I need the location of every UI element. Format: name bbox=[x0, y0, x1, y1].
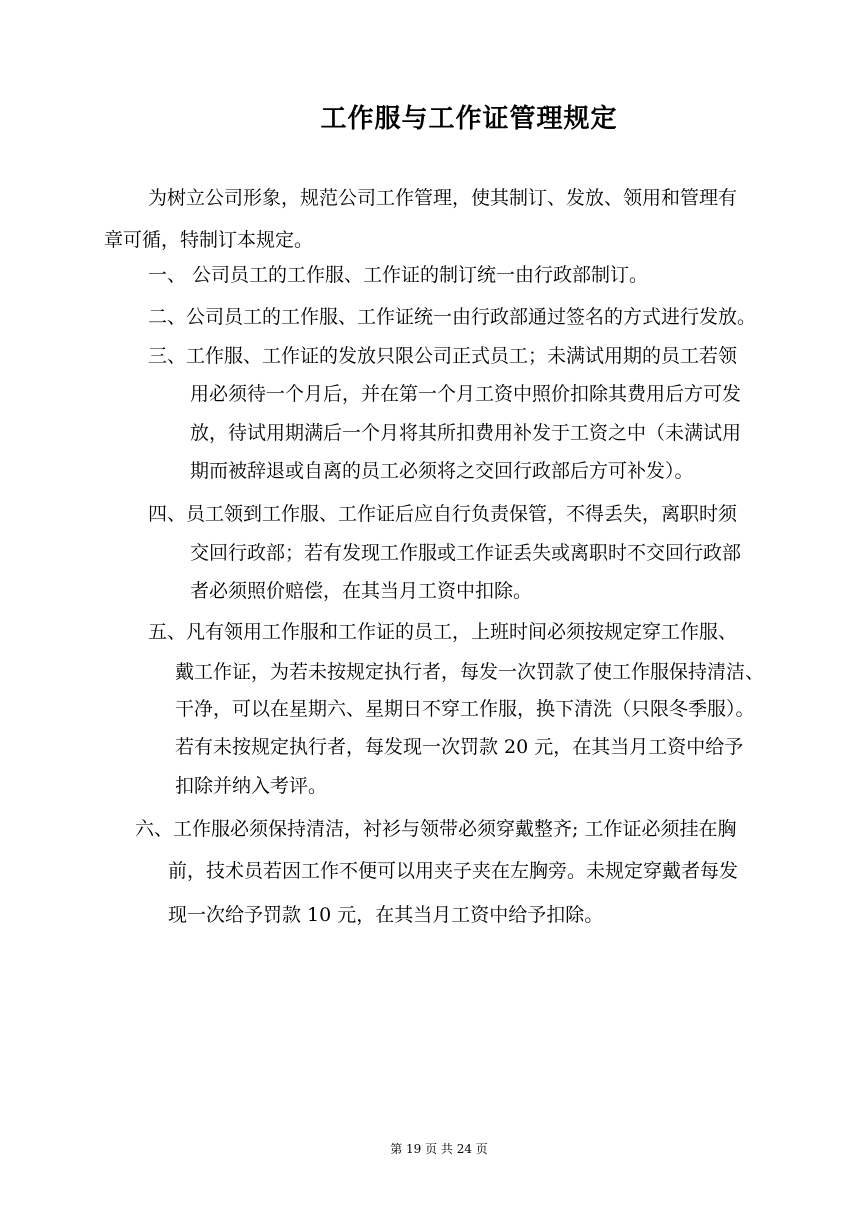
item-3-line-1: 三、工作服、工作证的发放只限公司正式员工；未满试用期的员工若领 bbox=[148, 345, 738, 367]
item-3-line-3: 放，待试用期满后一个月将其所扣费用补发于工资之中（未满试用 bbox=[190, 422, 742, 444]
item-5-line-4: 若有未按规定执行者，每发现一次罚款 20 元，在其当月工资中给予 bbox=[175, 736, 744, 758]
item-2-line-1: 二、公司员工的工作服、工作证统一由行政部通过签名的方式进行发放。 bbox=[148, 306, 757, 328]
item-5-line-1: 五、凡有领用工作服和工作证的员工，上班时间必须按规定穿工作服、 bbox=[148, 621, 738, 643]
document-title: 工作服与工作证管理规定 bbox=[320, 104, 618, 134]
item-1-line-1: 一、 公司员工的工作服、工作证的制订统一由行政部制订。 bbox=[148, 264, 649, 286]
page-footer: 第 19 页 共 24 页 bbox=[390, 1142, 488, 1156]
item-4-line-3: 者必须照价赔偿，在其当月工资中扣除。 bbox=[190, 580, 533, 602]
item-5-line-5: 扣除并纳入考评。 bbox=[175, 775, 328, 797]
item-5-line-3: 干净，可以在星期六、星期日不穿工作服，换下清洗（只限冬季服）。 bbox=[175, 698, 755, 720]
item-3-line-4: 期而被辞退或自离的员工必须将之交回行政部后方可补发）。 bbox=[190, 460, 694, 482]
item-6-line-2: 前，技术员若因工作不便可以用夹子夹在左胸旁。未规定穿戴者每发 bbox=[168, 860, 739, 882]
intro-line-2: 章可循，特制订本规定。 bbox=[104, 229, 314, 251]
item-4-line-1: 四、员工领到工作服、工作证后应自行负责保管，不得丢失，离职时须 bbox=[148, 503, 738, 525]
item-5-line-2: 戴工作证，为若未按规定执行者，每发一次罚款了使工作服保持清洁、 bbox=[175, 661, 765, 683]
item-4-line-2: 交回行政部；若有发现工作服或工作证丢失或离职时不交回行政部 bbox=[190, 542, 742, 564]
item-6-line-3: 现一次给予罚款 10 元，在其当月工资中给予扣除。 bbox=[168, 904, 604, 926]
item-3-line-2: 用必须待一个月后，并在第一个月工资中照价扣除其费用后方可发 bbox=[190, 383, 742, 405]
item-6-line-1: 六、工作服必须保持清洁，衬衫与领带必须穿戴整齐; 工作证必须挂在胸 bbox=[135, 818, 737, 840]
intro-line-1: 为树立公司形象，规范公司工作管理，使其制订、发放、领用和管理有 bbox=[148, 187, 738, 209]
